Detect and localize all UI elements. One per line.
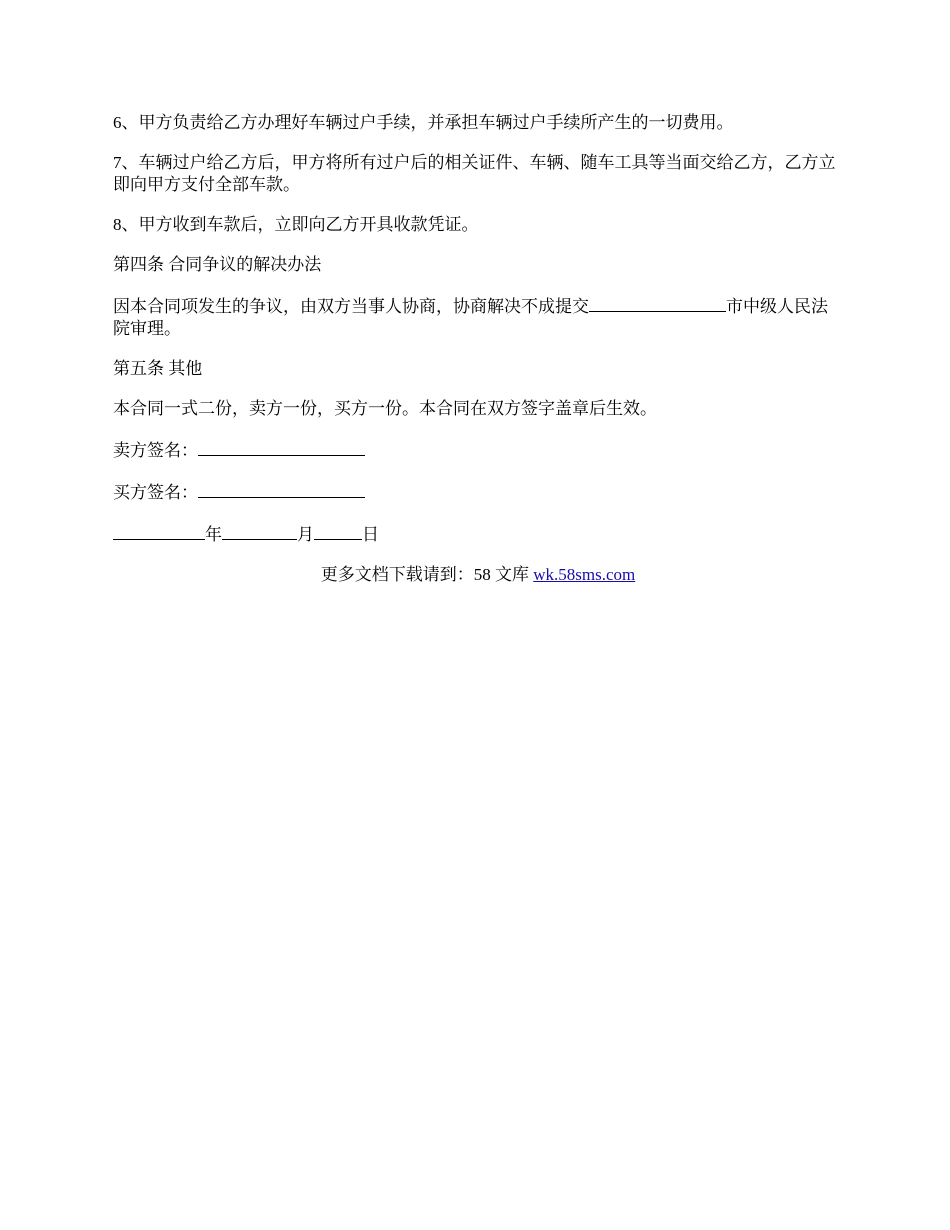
article-5-heading: 第五条 其他 <box>113 359 203 378</box>
buyer-signature-line <box>113 480 843 504</box>
article-4-text-after: 市中级人民法院审理。 <box>113 297 828 338</box>
article-5-text: 本合同一式二份，卖方一份，买方一份。本合同在双方签字盖章后生效。 <box>113 399 657 418</box>
seller-signature-blank <box>198 438 365 456</box>
buyer-signature-label: 买方签名： <box>113 483 198 502</box>
year-label: 年 <box>205 525 222 544</box>
month-blank <box>222 522 297 540</box>
day-label: 日 <box>362 525 379 544</box>
document-body <box>113 112 843 604</box>
day-blank <box>314 522 362 540</box>
article-4-text <box>113 294 843 340</box>
court-city-blank <box>589 294 726 312</box>
buyer-signature-blank <box>198 480 365 498</box>
footer <box>113 564 843 586</box>
date-line <box>113 522 843 546</box>
seller-signature-line <box>113 438 843 462</box>
clause-6: 6、甲方负责给乙方办理好车辆过户手续，并承担车辆过户手续所产生的一切费用。 <box>113 113 734 132</box>
clause-7: 7、车辆过户给乙方后，甲方将所有过户后的相关证件、车辆、随车工具等当面交给乙方，乙方立即向甲方支付全部车款。 <box>113 153 836 194</box>
article-4-text-before: 因本合同项发生的争议，由双方当事人协商，协商解决不成提交 <box>113 297 589 316</box>
seller-signature-label: 卖方签名： <box>113 441 198 460</box>
footer-text: 更多文档下载请到：58 文库 <box>320 565 534 584</box>
clause-8: 8、甲方收到车款后，立即向乙方开具收款凭证。 <box>113 215 479 234</box>
footer-link[interactable]: wk.58sms.com <box>533 565 636 584</box>
year-blank <box>113 522 205 540</box>
month-label: 月 <box>297 525 314 544</box>
article-4-heading: 第四条 合同争议的解决办法 <box>113 255 322 274</box>
